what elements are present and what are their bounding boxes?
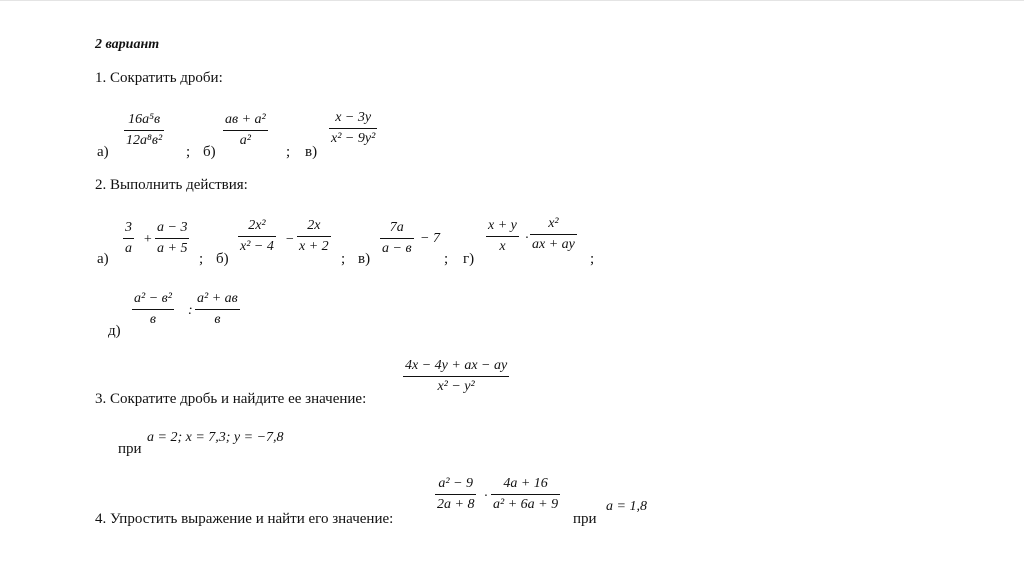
numerator: aв + a² xyxy=(225,112,266,127)
task-1b-letter: б) xyxy=(203,144,216,160)
denominator: a xyxy=(125,241,132,256)
denominator: в xyxy=(149,312,156,327)
task-4-fraction-1 xyxy=(435,476,476,513)
denominator: 12a⁸в² xyxy=(126,133,163,148)
denominator: в xyxy=(214,312,221,327)
colon-sign: : xyxy=(188,303,193,318)
task-2d-fraction-1 xyxy=(132,291,174,328)
denominator: x² − 4 xyxy=(240,239,274,254)
task-2b-fraction-2 xyxy=(297,218,331,255)
top-divider xyxy=(0,0,1024,1)
separator: ; xyxy=(444,251,449,267)
separator: ; xyxy=(341,251,346,267)
task-2b-fraction-1 xyxy=(238,218,276,255)
denominator: 2a + 8 xyxy=(437,497,475,512)
numerator: a − 3 xyxy=(157,220,188,235)
task-4-label: 4. Упростить выражение и найти его значение: xyxy=(95,511,394,527)
task-3-pri: при xyxy=(118,441,142,457)
task-4-fraction-2 xyxy=(491,476,560,513)
task-1-label: 1. Сократить дроби: xyxy=(95,70,223,86)
task-2g-fraction-2 xyxy=(530,216,577,253)
task-4-pri: при xyxy=(573,511,597,527)
numerator: 4a + 16 xyxy=(503,476,548,491)
numerator: 3 xyxy=(125,220,132,235)
fraction-bar xyxy=(329,128,377,129)
task-2g-letter: г) xyxy=(463,251,475,267)
fraction-bar xyxy=(124,130,164,131)
task-2d-letter: д) xyxy=(108,323,121,339)
task-3-values: a = 2; x = 7,3; y = −7,8 xyxy=(147,430,284,445)
separator: ; xyxy=(286,144,291,160)
task-2v-letter: в) xyxy=(358,251,371,267)
task-2v-fraction xyxy=(380,220,414,257)
fraction-bar xyxy=(297,236,331,237)
denominator: a + 5 xyxy=(157,241,188,256)
task-1b-fraction xyxy=(223,112,268,149)
fraction-bar xyxy=(123,238,134,239)
task-4-value: a = 1,8 xyxy=(606,499,647,514)
task-2a-letter: а) xyxy=(97,251,109,267)
numerator: a² − 9 xyxy=(438,476,474,491)
denominator: x² − 9y² xyxy=(331,131,376,146)
denominator: a² + 6a + 9 xyxy=(493,497,559,512)
fraction-bar xyxy=(195,309,240,310)
fraction-bar xyxy=(132,309,174,310)
numerator: a² − в² xyxy=(134,291,172,306)
denominator: a − в xyxy=(382,241,412,256)
task-2g-fraction-1 xyxy=(486,218,519,255)
dot-sign: · xyxy=(484,489,488,504)
fraction-bar xyxy=(530,234,577,235)
denominator: a² xyxy=(239,133,251,148)
denominator: ax + ay xyxy=(532,237,575,252)
task-2a-fraction-1 xyxy=(123,220,134,257)
fraction-bar xyxy=(380,238,414,239)
fraction-bar xyxy=(491,494,560,495)
minus-sign: − xyxy=(285,232,295,247)
task-2-label: 2. Выполнить действия: xyxy=(95,177,248,193)
fraction-bar xyxy=(486,236,519,237)
task-2b-letter: б) xyxy=(216,251,229,267)
fraction-bar xyxy=(238,236,276,237)
task-1c-fraction xyxy=(329,110,377,147)
task-3-fraction xyxy=(403,358,509,395)
numerator: 2x² xyxy=(248,218,266,233)
separator: ; xyxy=(186,144,191,160)
task-1c-letter: в) xyxy=(305,144,318,160)
fraction-bar xyxy=(403,376,509,377)
numerator: x − 3y xyxy=(335,110,372,125)
separator: ; xyxy=(590,251,595,267)
task-1a-fraction xyxy=(124,112,164,149)
denominator: x + 2 xyxy=(299,239,329,254)
task-2d-fraction-2 xyxy=(195,291,240,328)
denominator: x xyxy=(499,239,506,254)
dot-sign: · xyxy=(525,231,529,246)
numerator: 7a xyxy=(389,220,404,235)
fraction-bar xyxy=(155,238,189,239)
numerator: 2x xyxy=(307,218,321,233)
fraction-bar xyxy=(435,494,476,495)
denominator: x² − y² xyxy=(437,379,475,394)
minus-seven: − 7 xyxy=(420,231,440,246)
numerator: x + y xyxy=(488,218,517,233)
variant-title: 2 вариант xyxy=(95,37,160,52)
fraction-bar xyxy=(223,130,268,131)
numerator: 16a⁵в xyxy=(128,112,161,127)
task-2a-fraction-2 xyxy=(155,220,189,257)
separator: ; xyxy=(199,251,204,267)
numerator: a² + aв xyxy=(197,291,238,306)
numerator: 4x − 4y + ax − ay xyxy=(405,358,508,373)
task-3-label: 3. Сократите дробь и найдите ее значение: xyxy=(95,391,367,407)
plus-sign: + xyxy=(143,232,153,247)
task-1a-letter: а) xyxy=(97,144,109,160)
numerator: x² xyxy=(548,216,559,231)
